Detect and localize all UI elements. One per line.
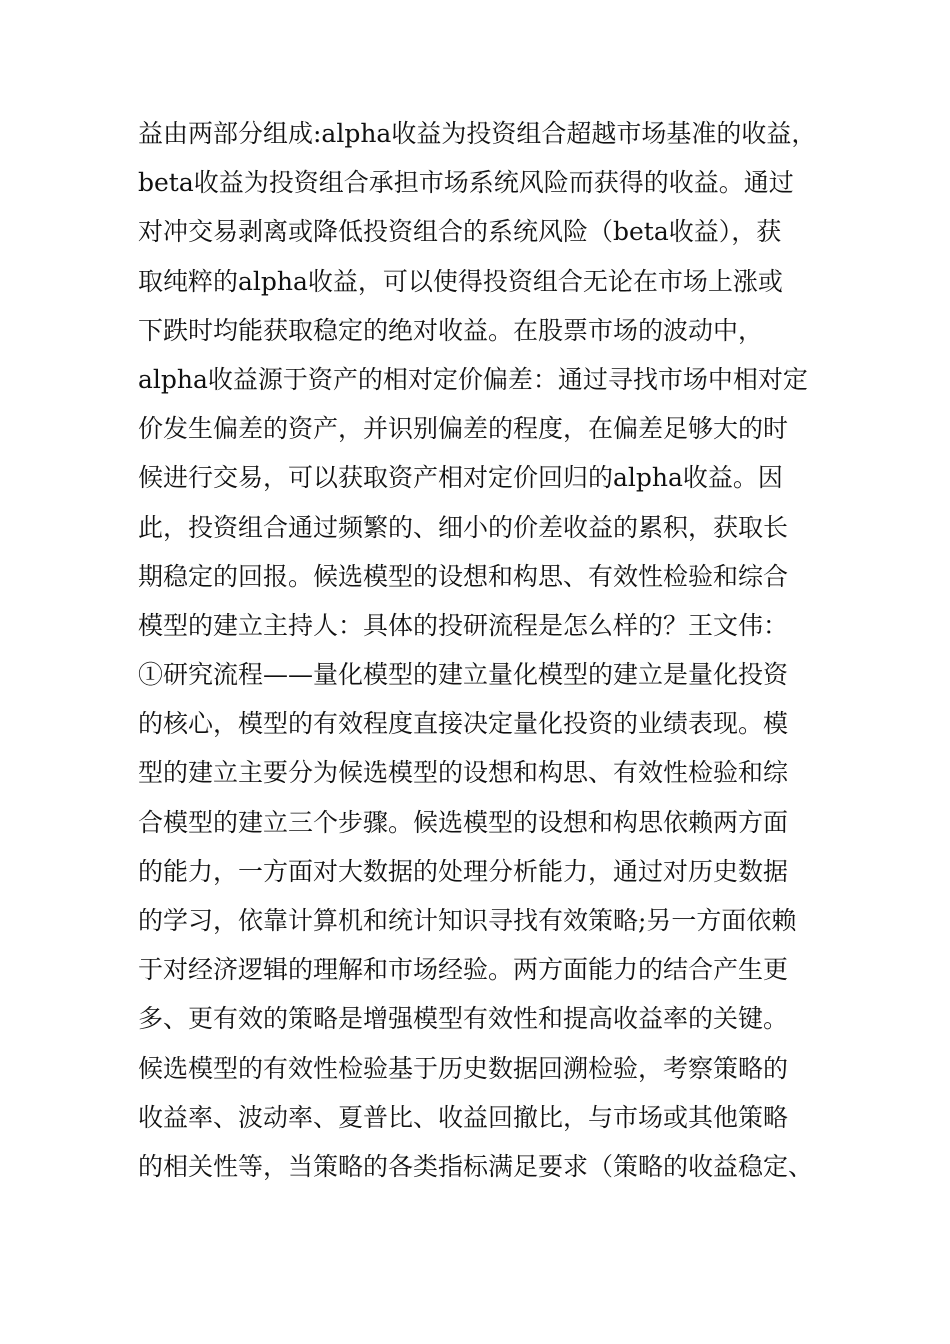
text-line-17: 的学习，依靠计算机和统计知识寻找有效策略;另一方面依赖 [138,906,797,935]
text-line-2: beta收益为投资组合承担市场系统风险而获得的收益。通过 [138,168,794,198]
text-line-13: 的核心，模型的有效程度直接决定量化投资的业绩表现。模 [138,709,789,739]
text-line-22: 的相关性等，当策略的各类指标满足要求（策略的收益稳定、 [138,1151,814,1181]
text-line-11: 模型的建立主持人：具体的投研流程是怎么样的？王文伟： [138,610,789,640]
text-line-8: 候进行交易，可以获取资产相对定价回归的alpha收益。因 [138,463,783,493]
text-line-16: 的能力，一方面对大数据的处理分析能力，通过对历史数据 [138,856,789,886]
text-line-7: 价发生偏差的资产，并识别偏差的程度，在偏差足够大的时 [138,414,789,444]
body-text [138,109,838,1191]
text-line-15: 合模型的建立三个步骤。候选模型的设想和构思依赖两方面 [138,807,789,837]
text-line-5: 下跌时均能获取稳定的绝对收益。在股票市场的波动中， [138,315,764,345]
text-line-21: 收益率、波动率、夏普比、收益回撤比，与市场或其他策略 [138,1102,789,1132]
text-line-12: ①研究流程——量化模型的建立量化模型的建立是量化投资 [138,660,789,690]
text-line-9: 此，投资组合通过频繁的、细小的价差收益的累积，获取长 [138,512,789,542]
text-line-1: 益由两部分组成:alpha收益为投资组合超越市场基准的收益， [138,119,817,148]
text-line-3: 对冲交易剥离或降低投资组合的系统风险（beta收益），获 [138,217,782,247]
text-line-20: 候选模型的有效性检验基于历史数据回溯检验，考察策略的 [138,1053,789,1083]
text-line-14: 型的建立主要分为候选模型的设想和构思、有效性检验和综 [138,758,789,788]
text-line-10: 期稳定的回报。候选模型的设想和构思、有效性检验和综合 [138,561,789,591]
text-line-6: alpha收益源于资产的相对定价偏差：通过寻找市场中相对定 [138,364,808,394]
text-line-19: 多、更有效的策略是增强模型有效性和提高收益率的关键。 [138,1004,789,1034]
text-line-4: 取纯粹的alpha收益，可以使得投资组合无论在市场上涨或 [138,266,783,296]
text-line-18: 于对经济逻辑的理解和市场经验。两方面能力的结合产生更 [138,955,789,985]
